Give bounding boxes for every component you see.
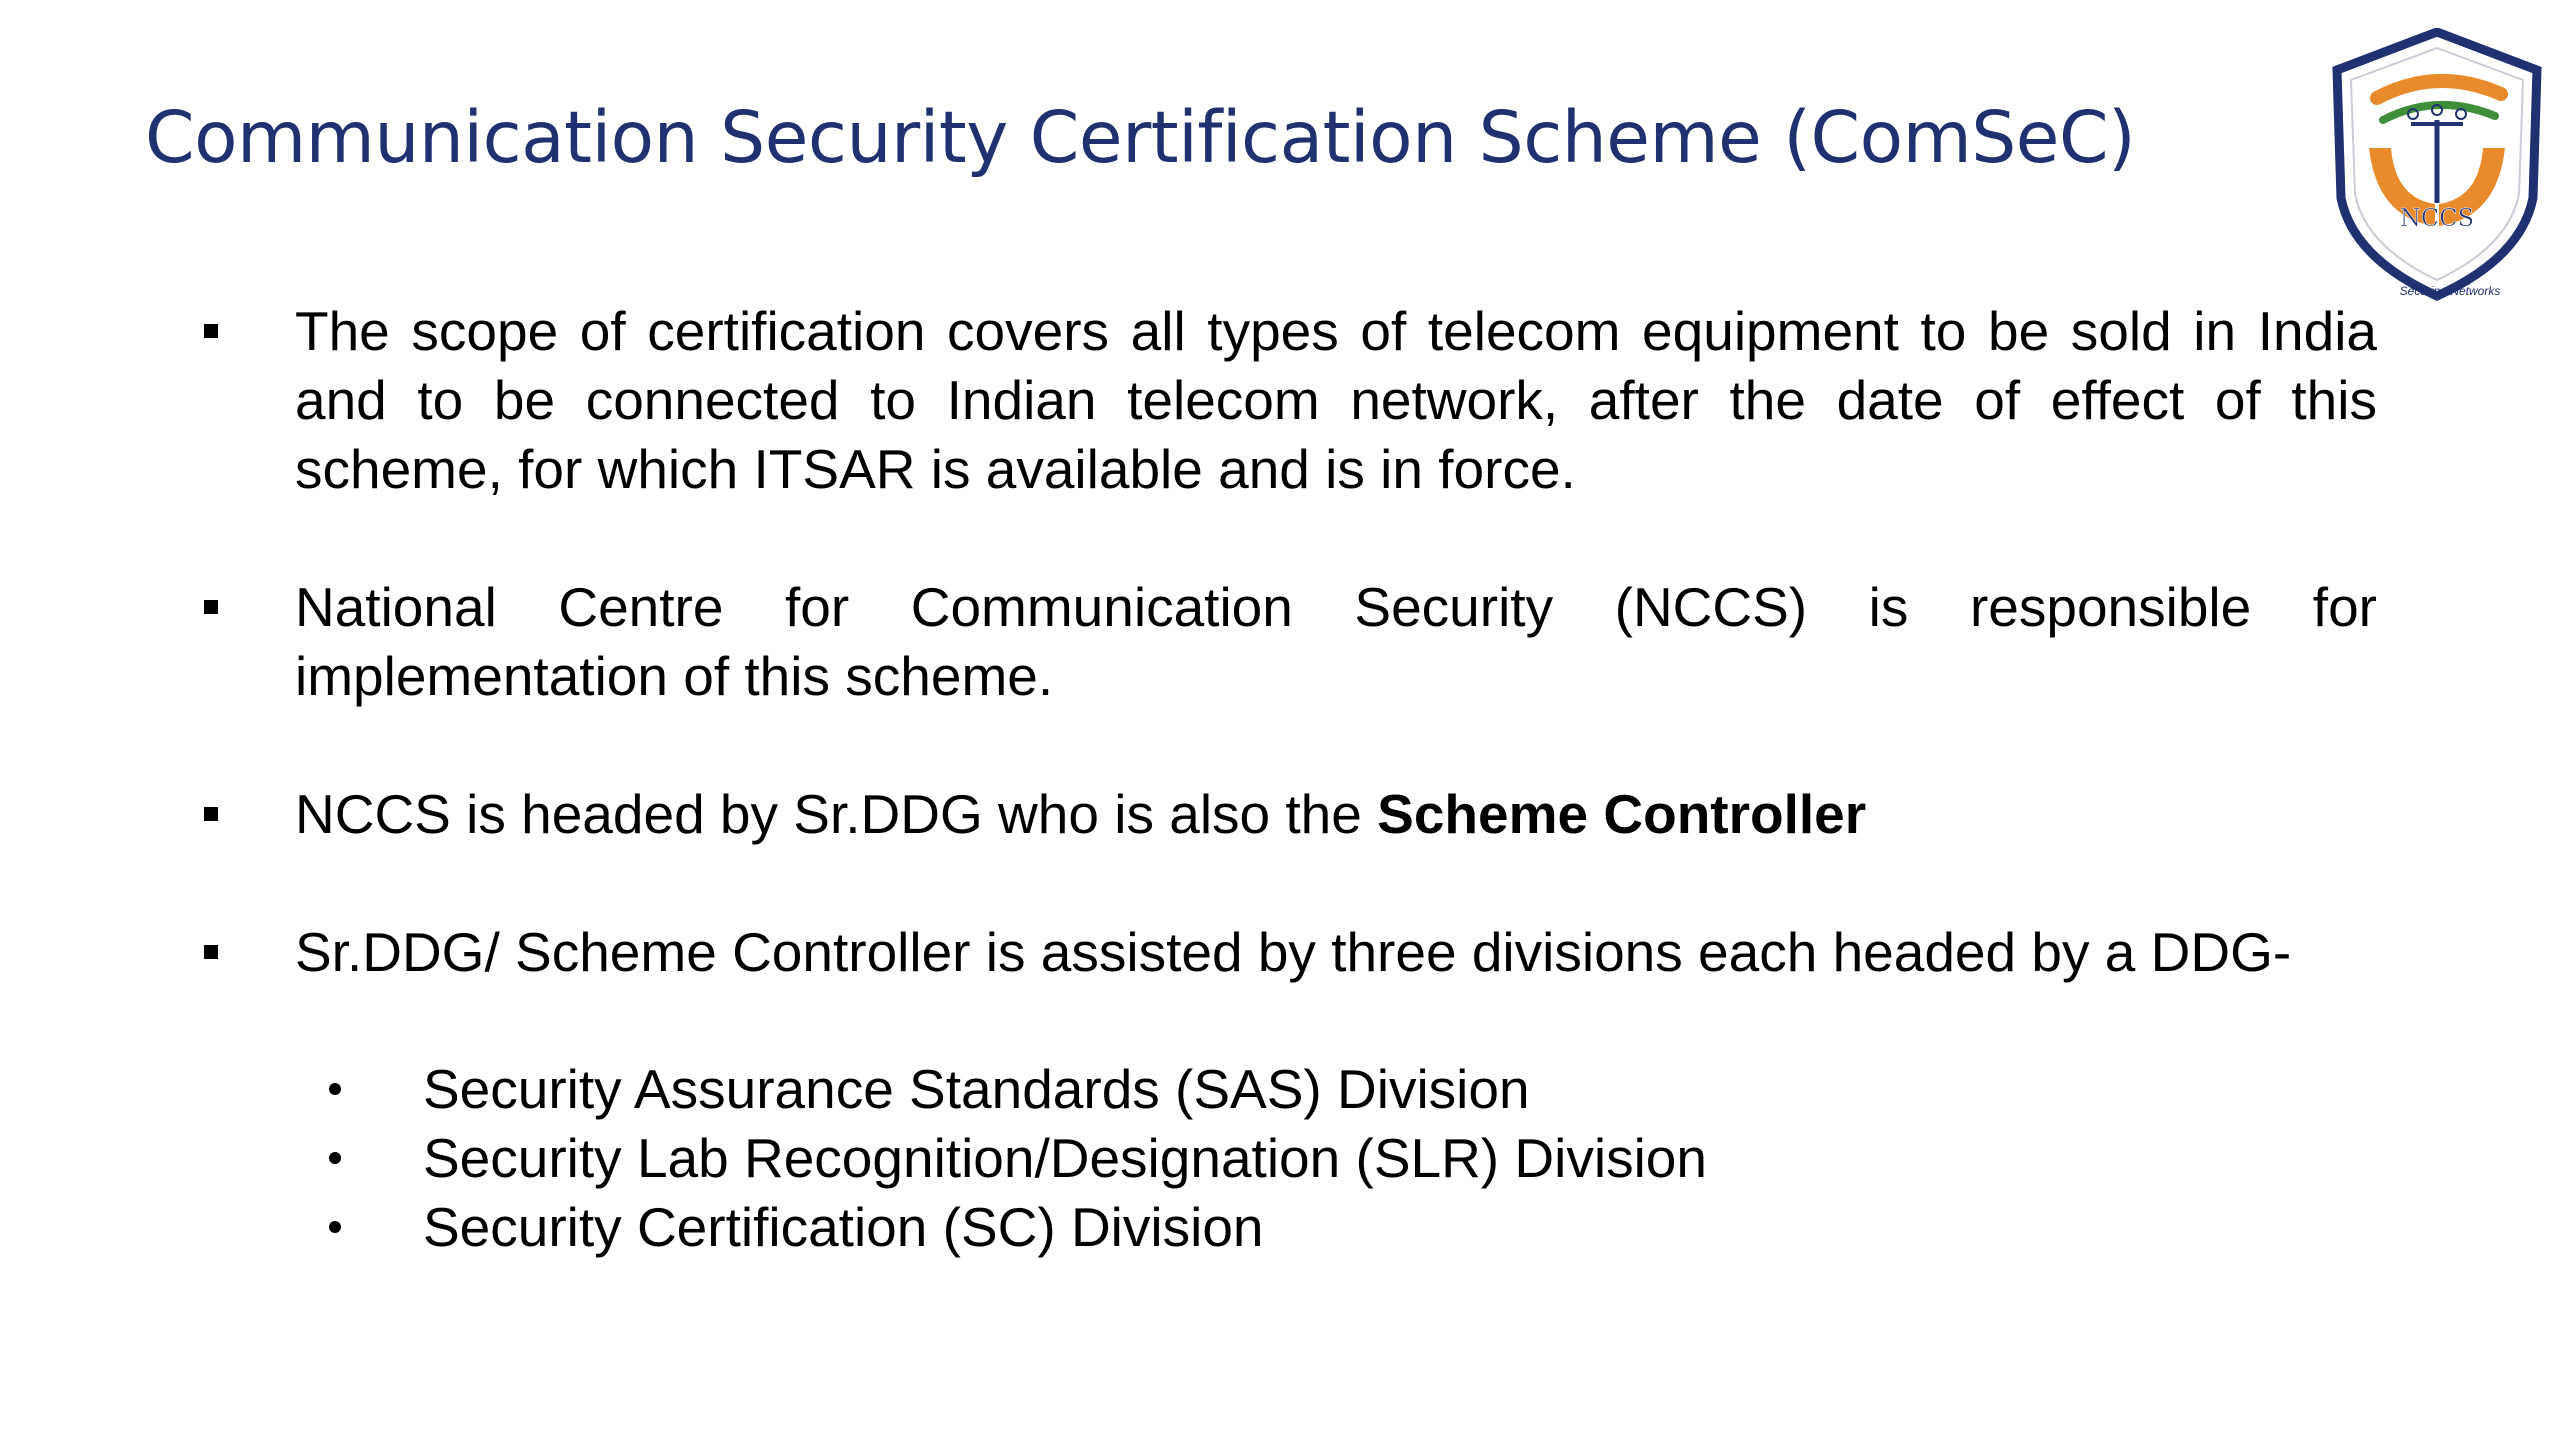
sub-bullet-item: Security Certification (SC) Division [423, 1196, 1264, 1258]
bullet-item [295, 780, 2377, 849]
slide-title: Communication Security Certification Scheme (ComSeC) [145, 96, 2136, 179]
bullet-marker [204, 600, 218, 614]
logo-tagline: Securing Networks [2399, 284, 2501, 298]
sub-bullet-dot [329, 1152, 341, 1164]
sub-bullet-dot [329, 1083, 341, 1095]
bullet-marker [204, 945, 218, 959]
bullet-item [295, 297, 2377, 504]
bullet-marker [204, 324, 218, 338]
bullet-marker [204, 807, 218, 821]
sub-bullet-dot [329, 1221, 341, 1233]
bullet-text: The scope of certification covers all types of telecom equipment to be sold in India and to be connected to Indian telecom network, after the date of effect of this scheme, for which ITSAR is available and is in force. [295, 300, 2377, 500]
bullet-item [295, 573, 2377, 711]
sub-bullet-item: Security Assurance Standards (SAS) Division [423, 1058, 1530, 1120]
sub-bullet-item: Security Lab Recognition/Designation (SLR) Division [423, 1127, 1707, 1189]
bullet-item [295, 918, 2377, 987]
bullet-bold-text: Scheme Controller [1377, 783, 1867, 845]
bullet-text: NCCS is headed by Sr.DDG who is also the [295, 783, 1378, 845]
bullet-text: National Centre for Communication Security (NCCS) is responsible for implementation of this scheme. [295, 576, 2377, 707]
bullet-text: Sr.DDG/ Scheme Controller is assisted by three divisions each headed by a DDG- [295, 921, 2292, 983]
logo-text: NCCS [2399, 204, 2475, 232]
